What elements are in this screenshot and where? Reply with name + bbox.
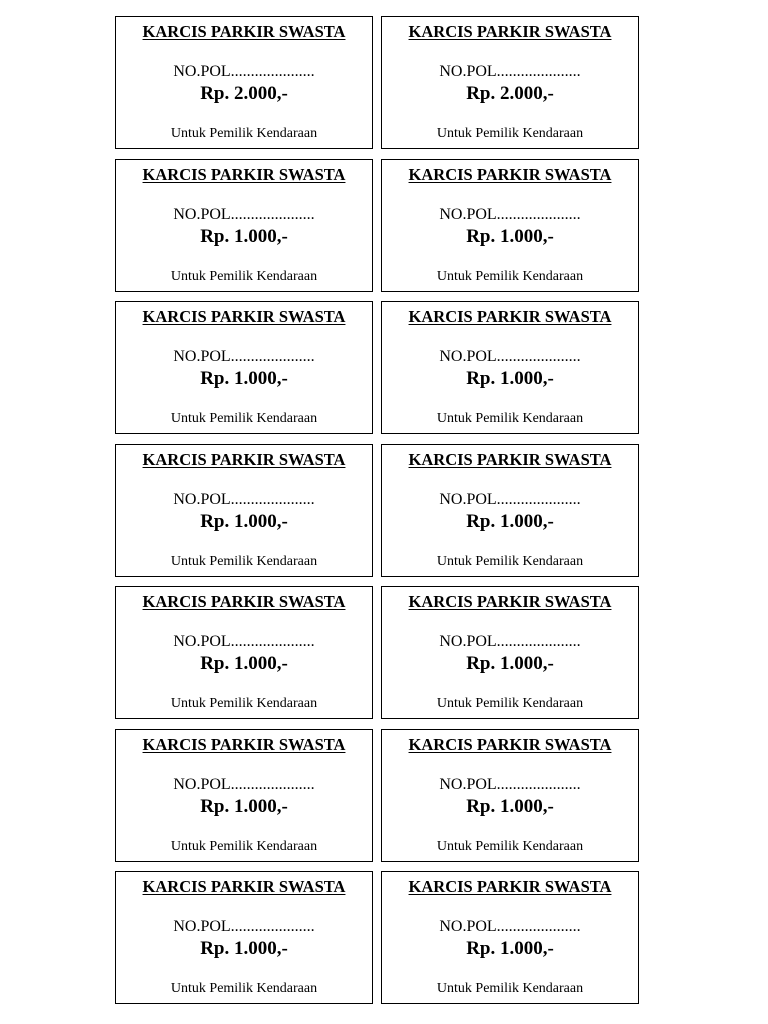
ticket-plate-number-line: NO.POL..................... [439,918,581,935]
parking-ticket [115,444,373,577]
ticket-title: KARCIS PARKIR SWASTA [142,22,346,41]
ticket-owner-note: Untuk Pemilik Kendaraan [170,268,318,284]
ticket-price: Rp. 1.000,- [466,368,554,389]
ticket-price: Rp. 1.000,- [200,653,288,674]
ticket-title: KARCIS PARKIR SWASTA [408,734,612,754]
parking-ticket [115,159,373,292]
ticket-plate-number-line: NO.POL..................... [439,63,581,80]
ticket-owner-note: Untuk Pemilik Kendaraan [436,553,584,569]
ticket-plate-number-line: NO.POL..................... [173,490,315,508]
ticket-sheet [115,16,639,1004]
parking-ticket [381,729,639,862]
ticket-owner-note: Untuk Pemilik Kendaraan [170,981,318,996]
ticket-owner-note: Untuk Pemilik Kendaraan [436,838,584,854]
parking-ticket [115,729,373,862]
ticket-price: Rp. 1.000,- [466,225,554,247]
ticket-price: Rp. 1.000,- [200,368,288,389]
ticket-price: Rp. 1.000,- [200,795,288,817]
ticket-price: Rp. 2.000,- [466,83,554,104]
parking-ticket [381,586,639,719]
parking-ticket [381,871,639,1004]
ticket-owner-note: Untuk Pemilik Kendaraan [170,838,318,854]
ticket-owner-note: Untuk Pemilik Kendaraan [170,696,318,711]
ticket-title: KARCIS PARKIR SWASTA [408,877,612,896]
ticket-owner-note: Untuk Pemilik Kendaraan [170,411,318,426]
ticket-plate-number-line: NO.POL..................... [439,633,581,650]
ticket-plate-number-line: NO.POL..................... [173,775,315,793]
ticket-owner-note: Untuk Pemilik Kendaraan [170,553,318,569]
ticket-plate-number-line: NO.POL..................... [173,918,315,935]
ticket-owner-note: Untuk Pemilik Kendaraan [436,696,584,711]
ticket-price: Rp. 1.000,- [466,653,554,674]
ticket-title: KARCIS PARKIR SWASTA [142,734,346,754]
parking-ticket [381,444,639,577]
ticket-title: KARCIS PARKIR SWASTA [408,592,612,611]
parking-ticket [115,16,373,149]
ticket-owner-note: Untuk Pemilik Kendaraan [436,981,584,996]
ticket-plate-number-line: NO.POL..................... [173,348,315,365]
ticket-owner-note: Untuk Pemilik Kendaraan [170,126,318,141]
ticket-price: Rp. 1.000,- [200,938,288,959]
ticket-plate-number-line: NO.POL..................... [439,490,581,508]
ticket-price: Rp. 1.000,- [466,938,554,959]
ticket-owner-note: Untuk Pemilik Kendaraan [436,411,584,426]
parking-ticket [115,586,373,719]
ticket-plate-number-line: NO.POL..................... [173,633,315,650]
ticket-plate-number-line: NO.POL..................... [439,205,581,223]
parking-ticket [115,301,373,434]
ticket-price: Rp. 1.000,- [200,225,288,247]
ticket-price: Rp. 2.000,- [200,83,288,104]
parking-ticket [115,871,373,1004]
ticket-price: Rp. 1.000,- [466,510,554,532]
ticket-plate-number-line: NO.POL..................... [439,348,581,365]
parking-ticket [381,16,639,149]
ticket-title: KARCIS PARKIR SWASTA [408,164,612,184]
ticket-title: KARCIS PARKIR SWASTA [408,449,612,469]
ticket-plate-number-line: NO.POL..................... [173,63,315,80]
ticket-title: KARCIS PARKIR SWASTA [142,877,346,896]
ticket-plate-number-line: NO.POL..................... [439,775,581,793]
ticket-price: Rp. 1.000,- [200,510,288,532]
ticket-plate-number-line: NO.POL..................... [173,205,315,223]
ticket-title: KARCIS PARKIR SWASTA [408,307,612,326]
ticket-owner-note: Untuk Pemilik Kendaraan [436,126,584,141]
ticket-price: Rp. 1.000,- [466,795,554,817]
parking-ticket [381,159,639,292]
ticket-title: KARCIS PARKIR SWASTA [142,164,346,184]
ticket-title: KARCIS PARKIR SWASTA [408,22,612,41]
parking-ticket [381,301,639,434]
ticket-title: KARCIS PARKIR SWASTA [142,307,346,326]
ticket-title: KARCIS PARKIR SWASTA [142,592,346,611]
ticket-title: KARCIS PARKIR SWASTA [142,449,346,469]
ticket-owner-note: Untuk Pemilik Kendaraan [436,268,584,284]
